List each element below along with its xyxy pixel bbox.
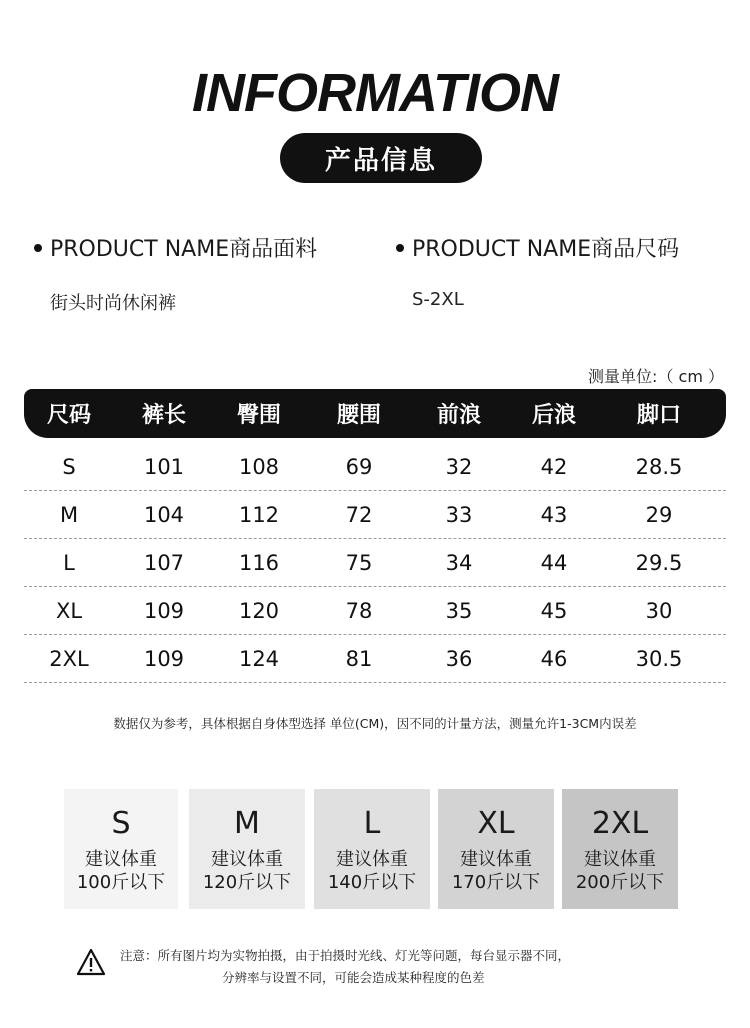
- table-cell: 35: [445, 598, 473, 623]
- weight-card-size: L: [363, 806, 381, 841]
- info-size-label: PRODUCT NAME商品尺码: [412, 237, 680, 262]
- column-header: 脚口: [636, 403, 681, 428]
- warning-icon: [76, 948, 106, 976]
- unit-note: 测量单位:（ cm ）: [588, 367, 724, 386]
- table-cell: S: [62, 454, 76, 479]
- info-fabric-value: 街头时尚休闲裤: [50, 293, 176, 314]
- table-cell: 109: [143, 598, 185, 623]
- size-table-body: [24, 443, 726, 683]
- table-cell: 30: [645, 598, 673, 623]
- column-header: 腰围: [336, 403, 381, 428]
- table-cell: 81: [345, 646, 373, 671]
- weight-card-s: [64, 789, 178, 909]
- weight-card-value: 140斤以下: [327, 872, 417, 893]
- table-cell: 36: [445, 646, 473, 671]
- disclaimer-text: 数据仅为参考，具体根据自身体型选择 单位(CM)，因不同的计量方法，测量允许1-3CM内误差: [113, 716, 637, 731]
- column-header: 臀围: [236, 403, 281, 428]
- table-row: [24, 587, 726, 635]
- info-fabric: [34, 232, 317, 315]
- table-cell: 44: [540, 550, 568, 575]
- weight-card-size: S: [111, 806, 131, 841]
- table-cell: 120: [238, 598, 280, 623]
- subtitle-badge: [280, 133, 482, 183]
- table-cell: 30.5: [635, 646, 683, 671]
- weight-card-size: M: [234, 806, 260, 841]
- info-size-value: S-2XL: [412, 289, 464, 310]
- bullet-icon: [34, 244, 42, 252]
- table-cell: 104: [143, 502, 185, 527]
- weight-card-value: 100斤以下: [76, 872, 166, 893]
- table-row: [24, 443, 726, 491]
- weight-card-size: XL: [477, 806, 515, 841]
- weight-card-m: [189, 789, 305, 909]
- table-row: [24, 491, 726, 539]
- table-cell: 46: [540, 646, 568, 671]
- table-cell: 101: [143, 454, 185, 479]
- weight-card-xl: [438, 789, 554, 909]
- table-cell: 29.5: [635, 550, 683, 575]
- table-cell: L: [63, 550, 75, 575]
- weight-card-label: 建议体重: [336, 849, 408, 870]
- weight-card-value: 170斤以下: [451, 872, 541, 893]
- size-table-header: [24, 389, 726, 438]
- table-cell: 109: [143, 646, 185, 671]
- notice-line-1: 注意：所有图片均为实物拍摄，由于拍摄时光线、灯光等问题，每台显示器不同，: [120, 948, 571, 963]
- table-cell: 45: [540, 598, 568, 623]
- column-header: 前浪: [436, 403, 481, 428]
- table-cell: 33: [445, 502, 473, 527]
- table-cell: 108: [238, 454, 280, 479]
- info-size: [396, 232, 679, 310]
- table-cell: 112: [238, 502, 280, 527]
- column-header: 后浪: [531, 403, 576, 428]
- table-row: [24, 539, 726, 587]
- table-cell: 28.5: [635, 454, 683, 479]
- table-cell: 69: [345, 454, 373, 479]
- table-cell: 2XL: [49, 646, 89, 671]
- table-cell: 107: [143, 550, 185, 575]
- weight-card-l: [314, 789, 430, 909]
- weight-card-value: 120斤以下: [202, 872, 292, 893]
- table-cell: 124: [238, 646, 280, 671]
- table-cell: 72: [345, 502, 373, 527]
- table-cell: XL: [55, 598, 83, 623]
- table-row: [24, 635, 726, 683]
- table-cell: M: [59, 502, 79, 527]
- table-cell: 34: [445, 550, 473, 575]
- column-header: 尺码: [46, 403, 91, 428]
- table-cell: 75: [345, 550, 373, 575]
- page-title: INFORMATION: [192, 63, 558, 123]
- weight-card-label: 建议体重: [211, 849, 283, 870]
- column-header: 裤长: [141, 403, 186, 428]
- table-cell: 116: [238, 550, 280, 575]
- subtitle-text: 产品信息: [324, 145, 437, 176]
- weight-card-2xl: [562, 789, 678, 909]
- weight-recommendations: [64, 789, 678, 909]
- weight-card-size: 2XL: [591, 806, 649, 841]
- table-cell: 32: [445, 454, 473, 479]
- bullet-icon: [396, 244, 404, 252]
- weight-card-label: 建议体重: [460, 849, 532, 870]
- notice-line-2: 分辨率与设置不同，可能会造成某种程度的色差: [222, 970, 485, 985]
- weight-card-label: 建议体重: [584, 849, 656, 870]
- notice: [76, 940, 696, 990]
- table-cell: 42: [540, 454, 568, 479]
- weight-card-value: 200斤以下: [575, 872, 665, 893]
- table-cell: 29: [645, 502, 673, 527]
- weight-card-label: 建议体重: [85, 849, 157, 870]
- table-cell: 43: [540, 502, 568, 527]
- table-cell: 78: [345, 598, 373, 623]
- info-fabric-label: PRODUCT NAME商品面料: [50, 237, 318, 262]
